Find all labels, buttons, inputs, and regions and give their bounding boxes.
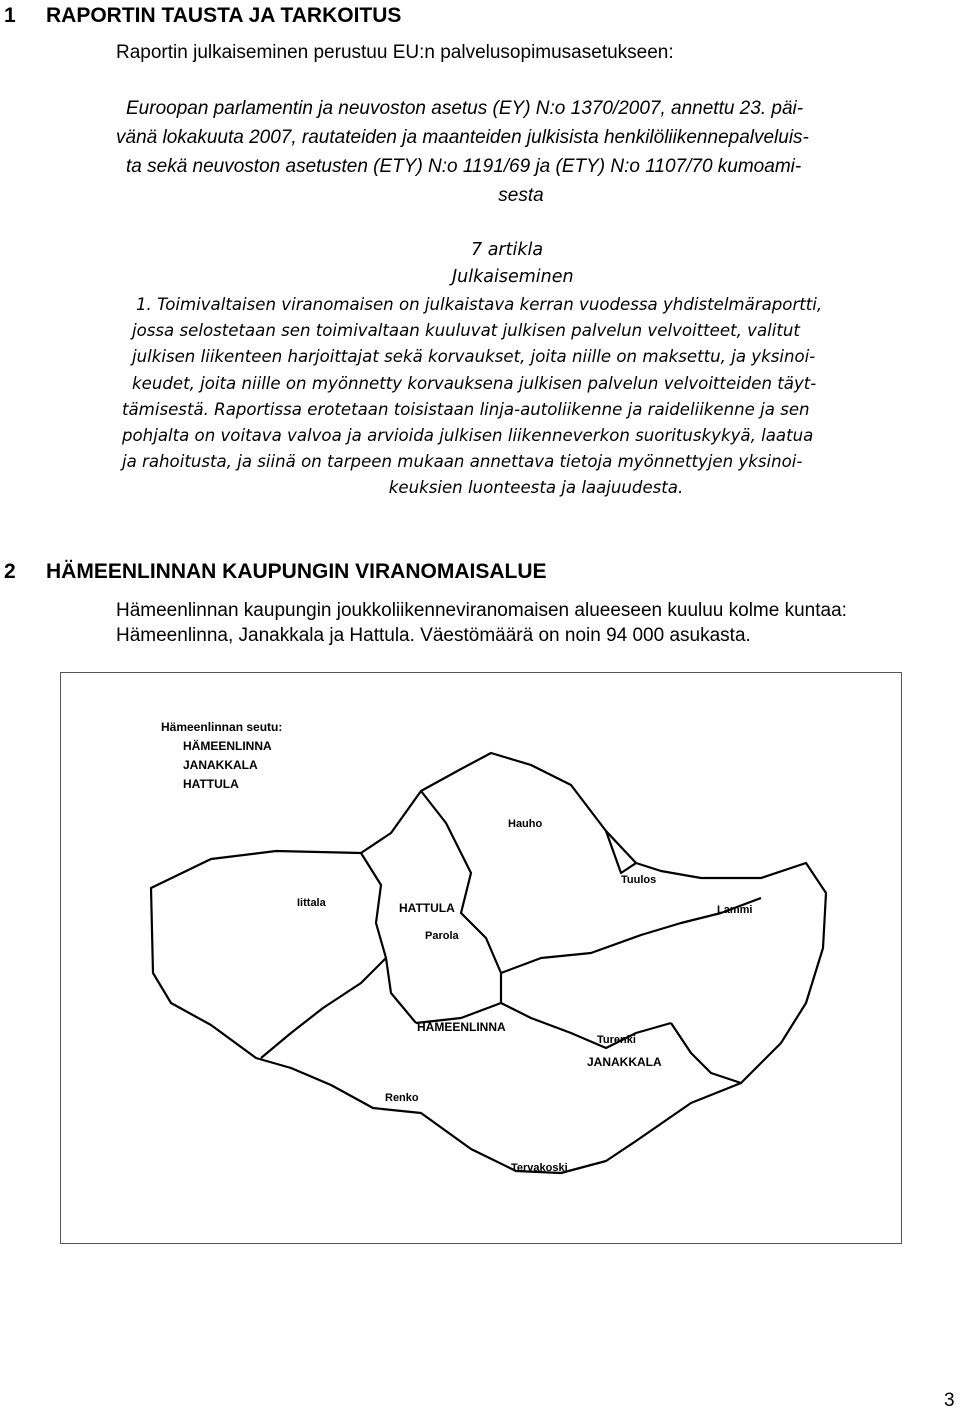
regulation-line: sesta	[498, 185, 544, 206]
region-map-svg	[61, 673, 901, 1243]
regulation-line: vänä lokakuuta 2007, rautateiden ja maanteiden julkisista henkilöliikennepalveluis-	[116, 127, 809, 148]
border-hattula-west	[361, 853, 416, 1023]
article-title: Julkaiseminen	[452, 267, 574, 287]
map-label-parola: Parola	[425, 930, 459, 942]
section2-title: HÄMEENLINNAN KAUPUNGIN VIRANOMAISALUE	[46, 560, 547, 583]
section1-number: 1	[4, 4, 16, 27]
article-line: tämisestä. Raportissa erotetaan toisistaan linja-autoliikenne ja raideliikenne ja sen	[122, 399, 810, 419]
article-line: jossa selostetaan sen toimivaltaan kuuluvat julkisen palvelun velvoitteet, valitut	[132, 321, 800, 341]
map-label-tervakoski: Tervakoski	[511, 1162, 568, 1174]
map-legend-item: HÄMEENLINNA	[183, 739, 272, 753]
article-line: pohjalta on voitava valvoa ja arvioida julkisen liikenneverkon suorituskykyä, laatua	[122, 426, 814, 446]
section2-line: Hämeenlinnan kaupungin joukkoliikenneviranomaisen alueeseen kuuluu kolme kuntaa:	[116, 600, 847, 621]
article-line: keuksien luonteesta ja laajuudesta.	[388, 478, 684, 498]
map-label-tuulos: Tuulos	[621, 874, 657, 886]
border-renko	[261, 958, 386, 1058]
regulation-citation	[116, 94, 896, 210]
map-label-renko: Renko	[385, 1092, 419, 1104]
map-legend-title: Hämeenlinnan seutu:	[161, 720, 283, 734]
region-outline	[151, 753, 826, 1173]
section1-title: RAPORTIN TAUSTA JA TARKOITUS	[46, 4, 402, 27]
article-number: 7 artikla	[471, 240, 544, 260]
section2-line: Hämeenlinna, Janakkala ja Hattula. Väestömäärä on noin 94 000 asukasta.	[116, 625, 751, 646]
article-line: ja rahoitusta, ja siinä on tarpeen mukaan annettava tietoja myönnettyjen yksinoi-	[122, 452, 803, 472]
map-label-iittala: Iittala	[297, 897, 326, 909]
page-number: 3	[944, 1390, 955, 1411]
article-line: keudet, joita niille on myönnetty korvauksena julkisen palvelun velvoitteiden täyt-	[132, 373, 817, 393]
section2-body	[116, 598, 847, 648]
border-hattula-east	[421, 791, 501, 1003]
article-line: 1. Toimivaltaisen viranomaisen on julkaistava kerran vuodessa yhdistelmäraportti,	[136, 295, 823, 314]
map-label-hameenlinna: HÄMEENLINNA	[417, 1020, 506, 1034]
map-label-janakkala: JANAKKALA	[587, 1055, 662, 1069]
regulation-line: Euroopan parlamentin ja neuvoston asetus (EY) N:o 1370/2007, annettu 23. päi-	[126, 98, 804, 119]
article-line: julkisen liikenteen harjoittajat sekä korvaukset, joita niille on maksettu, ja yksinoi-	[132, 347, 816, 367]
map-legend-item: JANAKKALA	[183, 758, 258, 772]
regulation-line: ta sekä neuvoston asetusten (ETY) N:o 1191/69 ja (ETY) N:o 1107/70 kumoami-	[126, 156, 802, 177]
map-label-lammi: Lammi	[717, 904, 753, 916]
map-label-hauho: Hauho	[508, 818, 543, 830]
section1-intro: Raportin julkaiseminen perustuu EU:n palvelusopimusasetukseen:	[116, 42, 674, 63]
map-legend-item: HATTULA	[183, 777, 239, 791]
article-text	[122, 292, 920, 502]
border-janakkala-east	[671, 1023, 741, 1083]
map-label-turenki: Turenki	[597, 1034, 636, 1046]
region-map	[60, 672, 902, 1244]
section2-number: 2	[4, 560, 16, 583]
map-label-hattula: HATTULA	[399, 901, 455, 915]
